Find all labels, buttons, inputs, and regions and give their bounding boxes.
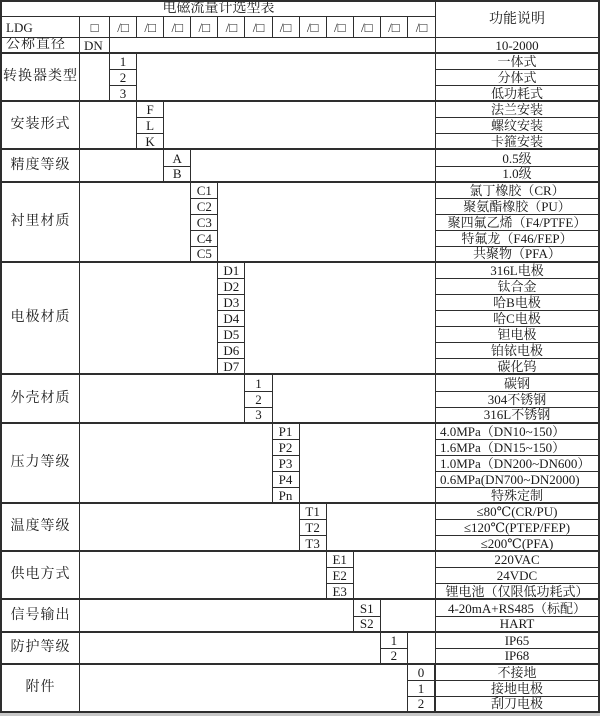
option-desc: 220VAC [435, 552, 598, 568]
code-slot-box: /□ [327, 17, 354, 38]
section-label: 供电方式 [2, 552, 80, 600]
option-desc: 不接地 [435, 665, 598, 681]
section-right-blank [273, 375, 436, 423]
section-label: 电极材质 [2, 263, 80, 376]
code-slot-box: /□ [408, 17, 435, 38]
option-desc: 316L不锈钢 [435, 408, 598, 424]
option-desc: 分体式 [435, 70, 598, 86]
section-right-blank [381, 600, 435, 632]
option-code: Pn [273, 488, 300, 504]
option-code: S2 [354, 617, 381, 633]
option-code: 2 [110, 70, 137, 86]
dn-row-label: 公称直径 [2, 38, 80, 54]
section-left-blank [80, 552, 327, 600]
option-desc: 共聚物（PFA） [435, 247, 598, 263]
section-label: 安装形式 [2, 102, 80, 150]
option-desc: 钽电极 [435, 327, 598, 343]
code-slot-box: /□ [137, 17, 164, 38]
option-desc: 0.6MPa(DN700~DN2000) [435, 472, 598, 488]
section-label: 压力等级 [2, 424, 80, 504]
option-code: 2 [408, 697, 435, 713]
option-desc: 刮刀电极 [435, 697, 598, 713]
section-right-blank [137, 54, 435, 102]
option-desc: 聚氨酯橡胶（PU） [435, 199, 598, 215]
section-right-blank [164, 102, 435, 150]
option-desc: 哈C电极 [435, 311, 598, 327]
section-label: 精度等级 [2, 150, 80, 182]
option-desc: 氯丁橡胶（CR） [435, 183, 598, 199]
option-desc: 1.6MPa（DN15~150） [435, 440, 598, 456]
option-code: L [137, 118, 164, 134]
option-code: D7 [218, 359, 245, 375]
option-code: C1 [191, 183, 218, 199]
option-code: B [164, 167, 191, 183]
option-desc: 特氟龙（F46/FEP） [435, 231, 598, 247]
option-code: T2 [300, 520, 327, 536]
option-code: 3 [245, 408, 272, 424]
option-code: K [137, 134, 164, 150]
option-desc: 316L电极 [435, 263, 598, 279]
table-title: 电磁流量计选型表 [2, 2, 435, 17]
option-desc: 4-20mA+RS485（标配） [435, 600, 598, 616]
section-label: 温度等级 [2, 504, 80, 552]
option-code: D6 [218, 343, 245, 359]
section-right-blank [191, 150, 435, 182]
section-right-blank [218, 183, 435, 263]
option-desc: 锂电池（仅限低功耗式） [435, 584, 598, 600]
option-code: F [137, 102, 164, 118]
dn-desc: 10-2000 [435, 38, 598, 54]
section-left-blank [80, 263, 218, 376]
model-prefix: LDG [2, 17, 80, 38]
option-code: 2 [245, 392, 272, 408]
code-slot-box: /□ [245, 17, 272, 38]
section-right-blank [354, 552, 435, 600]
option-code: 0 [408, 665, 435, 681]
option-code: D4 [218, 311, 245, 327]
option-desc: 24VDC [435, 568, 598, 584]
option-desc: 卡箍安装 [435, 134, 598, 150]
option-desc: IP68 [435, 649, 598, 665]
option-desc: ≤120℃(PTEP/FEP) [435, 520, 598, 536]
section-left-blank [80, 150, 164, 182]
option-desc: 法兰安装 [435, 102, 598, 118]
code-slot-box: /□ [164, 17, 191, 38]
section-left-blank [80, 504, 300, 552]
option-code: D1 [218, 263, 245, 279]
option-desc: 304不锈钢 [435, 392, 598, 408]
option-code: 1 [110, 54, 137, 70]
model-code-box: □ [80, 17, 110, 38]
code-slot-box: /□ [110, 17, 137, 38]
option-code: T3 [300, 536, 327, 552]
section-label: 转换器类型 [2, 54, 80, 102]
code-slot-box: /□ [273, 17, 300, 38]
option-desc: IP65 [435, 633, 598, 649]
option-code: P4 [273, 472, 300, 488]
dn-blank-span [110, 38, 435, 54]
section-label: 防护等级 [2, 633, 80, 665]
code-slot-box: /□ [381, 17, 408, 38]
option-code: E3 [327, 584, 354, 600]
option-code: D5 [218, 327, 245, 343]
option-desc: ≤200℃(PFA) [435, 536, 598, 552]
option-desc: 1.0级 [435, 167, 598, 183]
section-right-blank [300, 424, 435, 504]
option-desc: HART [435, 617, 598, 633]
option-desc: ≤80℃(CR/PU) [435, 504, 598, 520]
option-code: 1 [245, 375, 272, 391]
option-desc: 哈B电极 [435, 295, 598, 311]
option-desc: 铂铱电极 [435, 343, 598, 359]
option-code: P3 [273, 456, 300, 472]
option-desc: 接地电极 [435, 681, 598, 697]
section-left-blank [80, 183, 191, 263]
option-code: P1 [273, 424, 300, 440]
section-left-blank [80, 54, 110, 102]
option-code: D3 [218, 295, 245, 311]
option-code: P2 [273, 440, 300, 456]
section-left-blank [80, 102, 137, 150]
option-desc: 0.5级 [435, 150, 598, 166]
option-code: C4 [191, 231, 218, 247]
function-column-header: 功能说明 [435, 2, 598, 38]
section-right-blank [245, 263, 435, 376]
option-code: 2 [381, 649, 408, 665]
option-desc: 低功耗式 [435, 86, 598, 102]
option-code: C5 [191, 247, 218, 263]
section-left-blank [80, 600, 354, 632]
section-right-blank [327, 504, 435, 552]
option-code: 1 [408, 681, 435, 697]
code-slot-box: /□ [354, 17, 381, 38]
option-desc: 碳化钨 [435, 359, 598, 375]
option-desc: 1.0MPa（DN200~DN600） [435, 456, 598, 472]
option-desc: 螺纹安装 [435, 118, 598, 134]
option-desc: 聚四氟乙烯（F4/PTFE） [435, 215, 598, 231]
option-code: E2 [327, 568, 354, 584]
code-slot-box: /□ [218, 17, 245, 38]
option-code: C3 [191, 215, 218, 231]
code-slot-box: /□ [300, 17, 327, 38]
option-desc: 一体式 [435, 54, 598, 70]
option-code: 3 [110, 86, 137, 102]
option-code: 1 [381, 633, 408, 649]
code-slot-box: /□ [191, 17, 218, 38]
section-label: 衬里材质 [2, 183, 80, 263]
dn-code: DN [80, 38, 110, 54]
option-desc: 碳钢 [435, 375, 598, 391]
section-label: 附件 [2, 665, 80, 713]
section-left-blank [80, 665, 408, 713]
section-left-blank [80, 375, 245, 423]
section-right-blank [408, 633, 435, 665]
option-desc: 钛合金 [435, 279, 598, 295]
option-desc: 4.0MPa（DN10~150） [435, 424, 598, 440]
section-left-blank [80, 424, 273, 504]
section-label: 信号输出 [2, 600, 80, 632]
section-label: 外壳材质 [2, 375, 80, 423]
option-desc: 特殊定制 [435, 488, 598, 504]
section-left-blank [80, 633, 381, 665]
option-code: A [164, 150, 191, 166]
option-code: T1 [300, 504, 327, 520]
option-code: E1 [327, 552, 354, 568]
option-code: D2 [218, 279, 245, 295]
option-code: C2 [191, 199, 218, 215]
option-code: S1 [354, 600, 381, 616]
